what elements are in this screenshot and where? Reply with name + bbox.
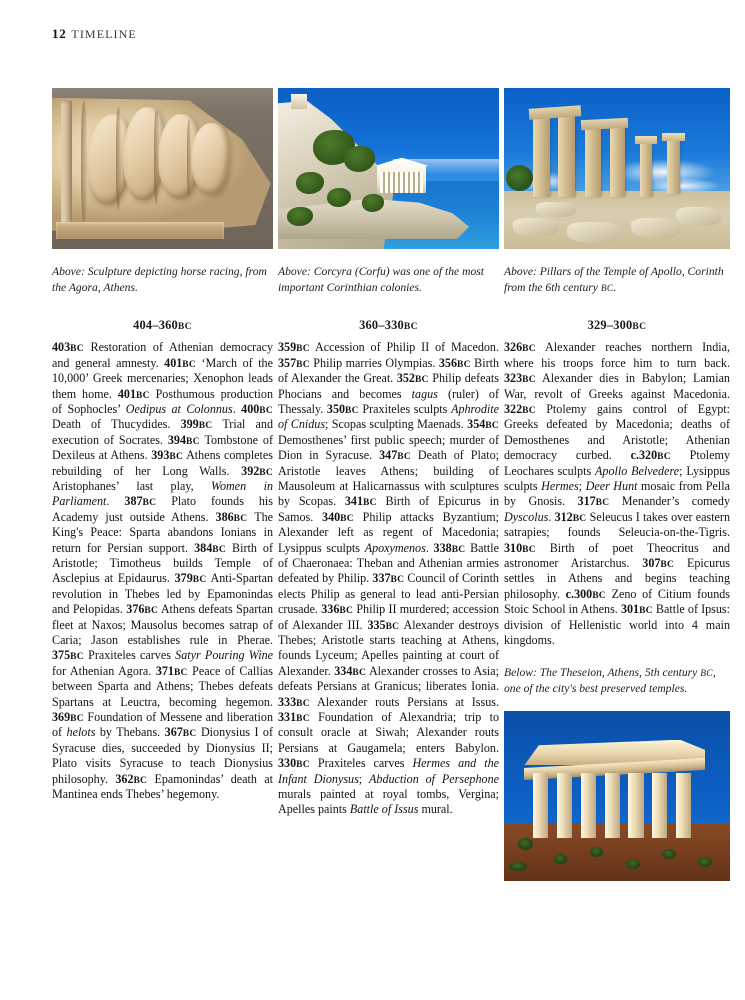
entry-era: BC xyxy=(522,344,536,355)
relief-plinth xyxy=(56,222,224,240)
timeline-entry: 386BC The King's Peace: Sparta abandons Ionians in return for Persian support. xyxy=(52,509,274,555)
entry-year: 333 xyxy=(278,694,297,709)
entry-era: BC xyxy=(186,436,200,447)
apollo-rubble xyxy=(567,222,621,243)
caption-theseion-era: BC xyxy=(700,669,713,680)
figure-corfu xyxy=(278,88,499,295)
entry-year: 323 xyxy=(504,371,523,386)
timeline-entry: 399BC Trial and execution of Socrates. xyxy=(52,417,274,447)
entry-era: BC xyxy=(345,405,359,416)
entry-title-italic: Aphrodite of Cnidus xyxy=(278,401,499,432)
entry-title-italic: Oedipus at Colonnus xyxy=(125,401,233,416)
theseion-column xyxy=(628,773,643,838)
apollo-column xyxy=(640,143,652,198)
timeline-entry: c.320BC Ptolemy Leochares sculpts Apollo Belvedere; Lysippus sculpts Hermes; Deer Hunt mosaic from Pella by Gnosis. xyxy=(504,448,730,509)
entry-era: BC xyxy=(522,405,536,416)
entry-era: BC xyxy=(182,729,197,740)
entry-year: 317 xyxy=(577,494,596,509)
timeline-entry: 369BC Foundation of Messene and liberation of helots by Thebans. xyxy=(52,710,273,740)
timeline-entry: 357BC Philip marries Olympias. xyxy=(278,355,436,370)
timeline-entry: 350BC Praxiteles sculpts Aphrodite of Cnidus; Scopas sculpting Maenads. xyxy=(278,401,499,432)
range-era: BC xyxy=(403,321,418,333)
timeline-entry: 354BC Demosthenes’ first public speech; murder of Dion in Syracuse. xyxy=(278,417,499,463)
entry-title-italic: Hermes and the Infant Dionysus xyxy=(278,756,499,786)
entry-year: 354 xyxy=(467,417,486,432)
entry-year: 401 xyxy=(117,386,136,401)
entry-year: c.300 xyxy=(565,586,593,601)
entry-era: BC xyxy=(142,498,157,509)
entry-title-italic: Apollo Belvedere xyxy=(595,463,680,478)
entry-year: 394 xyxy=(167,432,187,447)
timeline-entry: 335BC Alexander destroys Thebes; Aristotle starts teaching at Athens, founds Lyceum; Apelles painting at court of Alexander. xyxy=(278,617,499,678)
entry-year: 392 xyxy=(241,463,260,478)
entry-year: 379 xyxy=(174,571,193,586)
entry-era: BC xyxy=(522,375,536,386)
photo-theseion-athens xyxy=(504,711,730,881)
entry-era: BC xyxy=(397,452,411,463)
entry-year: 310 xyxy=(504,540,523,555)
theseion-column xyxy=(533,773,548,838)
entry-year: 330 xyxy=(278,756,297,771)
theseion-shrub xyxy=(698,857,712,867)
timeline-entry: 341BC Birth of Epicurus in Samos. xyxy=(278,494,500,524)
figure-relief xyxy=(52,88,273,295)
entry-year: 359 xyxy=(278,340,297,355)
entry-era: BC xyxy=(352,667,367,678)
entry-year: 337 xyxy=(372,571,391,586)
entry-title-italic: helots xyxy=(66,725,96,740)
range-era: BC xyxy=(632,321,647,333)
page-folio-number: 12 xyxy=(52,26,67,41)
entry-era: BC xyxy=(660,560,675,571)
entry-year: 369 xyxy=(52,710,71,725)
caption-theseion-part1: Below: The Theseion, Athens, 5th century xyxy=(504,666,701,680)
entry-year: 401 xyxy=(164,355,183,370)
timeline-entry: 301BC Battle of Ipsus: division of Hellenistic world into 4 main kingdoms. xyxy=(504,602,730,648)
entry-era: BC xyxy=(233,513,248,524)
timeline-entry: 376BC Athens defeats Spartan fleet at Naxos; Mausolus becomes satrap of Caria; Jason establishes rule in Pherae. xyxy=(52,602,273,647)
photo-horse-racing-relief xyxy=(52,88,273,249)
theseion-shrub xyxy=(509,862,527,871)
theseion-column xyxy=(557,773,572,838)
timeline-entry: 387BC Plato founds his Academy just outside Athens. xyxy=(52,494,273,524)
timeline-entry: 394BC Tombstone of Dexileus at Athens. xyxy=(52,432,274,463)
photo-temple-of-apollo-corinth xyxy=(504,88,730,249)
timeline-entry: 317BC Menander’s comedy Dyscolus. xyxy=(504,494,730,524)
entry-era: BC xyxy=(456,359,471,370)
entry-year: 386 xyxy=(215,509,234,524)
column-heading-329-300 xyxy=(504,318,730,333)
timeline-entry: 312BC Seleucus I takes over eastern satrapies; founds Seleucia-on-the-Tigris. xyxy=(504,509,730,540)
entry-era: BC xyxy=(173,667,188,678)
timeline-entry: 401BC ‘March of the 10,000’ Greek mercenaries; Xenophon leads them home. xyxy=(52,355,273,401)
entry-year: 384 xyxy=(194,540,213,555)
entry-era: BC xyxy=(135,390,150,401)
timeline-entry: 330BC Praxiteles carves Hermes and the Infant Dionysus; Abduction of Persephone murals painted at royal tombs, Vergina; Apelles paints Battle of Issus mural. xyxy=(278,756,499,817)
relief-groove xyxy=(154,111,159,204)
timeline-entry: 310BC Birth of poet Theocritus and astronomer Aristarchus. xyxy=(504,540,730,571)
range-numbers: 329–300 xyxy=(587,318,633,333)
entry-year: 350 xyxy=(326,401,346,416)
apollo-rubble xyxy=(676,207,721,226)
column-heading-404-360 xyxy=(52,318,273,333)
timeline-entry: 333BC Alexander routs Persians at Issus. xyxy=(278,694,499,709)
entry-era: BC xyxy=(390,575,405,586)
range-era: BC xyxy=(177,321,192,333)
entry-year: 371 xyxy=(155,663,174,678)
entry-era: BC xyxy=(296,359,310,370)
range-numbers: 360–330 xyxy=(359,318,404,333)
entry-era: BC xyxy=(182,359,196,370)
timeline-entry: 375BC Praxiteles carves Satyr Pouring Wine for Athenian Agora. xyxy=(52,648,273,678)
entry-year: 393 xyxy=(151,448,170,463)
timeline-entry: 331BC Foundation of Alexandria; trip to consult oracle at Siwah; Alexander routs Persians at Gaugamela; enters Babylon. xyxy=(278,710,499,755)
timeline-entry: 379BC Anti-Spartan revolution in Thebes led by Epamonindas and Pelopidas. xyxy=(52,571,273,617)
running-head-title: TIMELINE xyxy=(71,27,137,41)
entry-era: BC xyxy=(296,698,310,709)
entry-era: BC xyxy=(595,498,610,509)
entry-year: 322 xyxy=(504,401,523,416)
caption-corfu: Above: Corcyra (Corfu) was one of the most important Corinthian colonies. xyxy=(278,265,484,294)
timeline-entry: 401BC Posthumous production of Sophocles’ Oedipus at Colonnus. xyxy=(52,386,273,416)
timeline-entry: 403BC Restoration of Athenian democracy and general amnesty. xyxy=(52,340,273,370)
corfu-temple-columns xyxy=(380,172,423,192)
theseion-shrub xyxy=(554,854,568,864)
entry-year: 356 xyxy=(438,355,457,370)
entry-title-italic: Women in Parliament xyxy=(52,478,274,509)
timeline-entry: 352BC Philip defeats Phocians and becomes tagus (ruler) of Thessaly. xyxy=(278,371,499,416)
entry-list-329-300 xyxy=(504,340,730,648)
entry-era: BC xyxy=(70,714,84,725)
entry-era: BC xyxy=(169,452,184,463)
entry-era: BC xyxy=(133,775,148,786)
apollo-rubble xyxy=(513,218,558,236)
entry-era: BC xyxy=(385,621,400,632)
theseion-column xyxy=(581,773,596,838)
entry-year: 347 xyxy=(379,448,398,463)
entry-year: 352 xyxy=(396,371,415,386)
entry-era: BC xyxy=(192,575,207,586)
timeline-entry: 347BC Death of Plato; Aristotle leaves Athens; building of Mausoleum at Halicarnassus with sculptures by Scopas. xyxy=(278,448,499,509)
timeline-entry: 338BC Battle of Chaeronaea: Theban and Athenian armies defeated by Philip. xyxy=(278,540,499,586)
timeline-entry: 323BC Alexander dies in Babylon; Lamian War, revolt of Greeks against Macedonia. xyxy=(504,371,730,401)
timeline-entry: 362BC Epamonindas’ death at Mantinea ends Thebes’ hegemony. xyxy=(52,771,273,802)
relief-groove xyxy=(187,120,191,197)
timeline-entry: 393BC Athens completes rebuilding of her Long Walls. xyxy=(52,448,273,478)
entry-year: 376 xyxy=(126,602,145,617)
entry-year: 400 xyxy=(241,401,260,416)
caption-apollo-part2: . xyxy=(613,280,617,294)
entry-era: BC xyxy=(144,606,159,617)
running-head xyxy=(52,26,137,42)
entry-era: BC xyxy=(572,513,587,524)
corfu-citadel-tower xyxy=(291,94,306,108)
theseion-temple xyxy=(524,740,705,839)
column-329-300 xyxy=(504,88,730,881)
timeline-entry: 307BC Epicurus settles in Athens and begins teaching philosophy. xyxy=(504,556,730,601)
caption-relief: Above: Sculpture depicting horse racing, from the Agora, Athens. xyxy=(52,265,267,294)
entry-era: BC xyxy=(70,652,84,663)
entry-era: BC xyxy=(485,421,499,432)
theseion-column xyxy=(652,773,667,838)
entry-era: BC xyxy=(259,405,273,416)
entry-year: 375 xyxy=(52,648,71,663)
range-numbers: 404–360 xyxy=(133,318,178,333)
entry-era: BC xyxy=(296,714,310,725)
timeline-entry: 356BC Birth of Alexander the Great. xyxy=(278,355,500,386)
entry-year: 334 xyxy=(334,663,353,678)
entry-era: BC xyxy=(198,421,213,432)
entry-year: 399 xyxy=(180,417,199,432)
entry-era: BC xyxy=(296,344,310,355)
entry-era: BC xyxy=(592,590,606,601)
entry-title-italic: Satyr Pouring Wine xyxy=(175,648,273,663)
entry-era: BC xyxy=(363,498,377,509)
entry-era: BC xyxy=(657,452,671,463)
apollo-column xyxy=(610,127,625,198)
column-360-330 xyxy=(278,88,499,818)
timeline-entry: 384BC Birth of Aristotle; Timotheus builds Temple of Asclepius at Epidaurus. xyxy=(52,540,274,586)
theseion-column xyxy=(605,773,620,838)
theseion-column xyxy=(676,773,691,838)
apollo-column xyxy=(533,117,550,198)
caption-apollo xyxy=(504,264,730,295)
entry-year: 340 xyxy=(322,509,341,524)
column-404-360 xyxy=(52,88,273,802)
entry-year: 357 xyxy=(278,355,297,370)
entry-title-italic: Hermes xyxy=(541,478,579,493)
apollo-rubble xyxy=(536,202,577,216)
relief-groove xyxy=(81,101,88,223)
timeline-entry: 371BC Peace of Callias between Sparta and Athens; Thebes defeats Spartans at Leuctra, becoming hegemon. xyxy=(52,663,274,709)
caption-apollo-part1: Above: Pillars of the Temple of Apollo, Corinth from the 6th century xyxy=(504,265,724,294)
column-heading-360-330 xyxy=(278,318,499,333)
entry-title-italic: Battle of Issus xyxy=(349,802,419,817)
entry-list-360-330 xyxy=(278,340,499,818)
entry-year: 312 xyxy=(554,509,573,524)
timeline-entry: 392BC Aristophanes’ last play, Women in Parliament. xyxy=(52,463,274,509)
entry-year: c.320 xyxy=(630,448,658,463)
entry-era: BC xyxy=(451,544,466,555)
entry-title-italic: tagus xyxy=(411,386,438,401)
corfu-temple xyxy=(377,165,426,192)
entry-year: 331 xyxy=(278,710,297,725)
apollo-column xyxy=(585,123,601,197)
entry-year: 387 xyxy=(124,494,143,509)
entry-year: 326 xyxy=(504,340,523,355)
theseion-shrub xyxy=(662,849,676,859)
entry-title-italic: Abduction of Persephone xyxy=(369,771,499,786)
entry-era: BC xyxy=(70,344,84,355)
timeline-entry: 340BC Philip attacks Byzantium; Alexander left as regent of Macedonia; Lysippus sculpts Apoxymenos. xyxy=(278,509,500,555)
timeline-entry: 334BC Alexander crosses to Asia; defeats Persians at Granicus; liberates Ionia. xyxy=(278,663,500,694)
caption-theseion xyxy=(504,665,730,696)
apollo-capital xyxy=(635,136,656,144)
entry-year: 335 xyxy=(367,617,386,632)
entry-era: BC xyxy=(259,467,273,478)
apollo-architrave xyxy=(581,117,629,129)
entry-era: BC xyxy=(639,606,653,617)
timeline-entry: 336BC Philip II murdered; accession of Alexander III. xyxy=(278,602,500,632)
entry-era: BC xyxy=(414,375,429,386)
timeline-entry: 367BC Dionysius I of Syracuse dies, succeeded by Dionysius II; Plato visits Syracuse to teach Dionysius philosophy. xyxy=(52,725,273,786)
apollo-rubble xyxy=(631,218,681,237)
entry-year: 341 xyxy=(344,494,364,509)
theseion-colonnade xyxy=(530,773,700,838)
timeline-entry: 322BC Ptolemy gains control of Egypt: Greeks defeated by Macedonia; deaths of Demosthenes and Aristotle; Athenian democracy curbed. xyxy=(504,401,731,463)
caption-theseion-part2: , one of the city's best preserved temples. xyxy=(504,666,716,696)
theseion-shrub xyxy=(626,859,640,869)
entry-year: 307 xyxy=(642,556,661,571)
figure-apollo xyxy=(504,88,730,295)
apollo-column xyxy=(667,140,681,195)
timeline-entry: 400BC Death of Thucydides. xyxy=(52,401,273,432)
timeline-entry: c.300BC Zeno of Citium founds Stoic School in Athens. xyxy=(504,586,731,617)
timeline-entry: 359BC Accession of Philip II of Macedon. xyxy=(278,340,499,355)
entry-title-italic: Dyscolus xyxy=(504,509,549,524)
entry-era: BC xyxy=(212,544,226,555)
entry-year: 336 xyxy=(321,602,340,617)
entry-list-404-360 xyxy=(52,340,273,802)
entry-title-italic: Deer Hunt xyxy=(585,478,638,493)
apollo-column xyxy=(558,114,575,198)
entry-era: BC xyxy=(296,760,310,771)
entry-year: 367 xyxy=(164,725,183,740)
caption-apollo-era: BC xyxy=(600,283,614,294)
entry-era: BC xyxy=(339,606,354,617)
entry-year: 301 xyxy=(620,602,640,617)
entry-era: BC xyxy=(522,544,536,555)
entry-year: 362 xyxy=(115,771,134,786)
entry-year: 338 xyxy=(433,540,452,555)
timeline-entry: 326BC Alexander reaches northern India, where his troops force him to turn back. xyxy=(504,340,731,370)
entry-title-italic: Apoxymenos xyxy=(364,540,426,555)
relief-edge xyxy=(61,101,72,236)
apollo-capital xyxy=(662,133,685,141)
timeline-entry: 337BC Council of Corinth elects Philip as general to lead anti-Persian crusade. xyxy=(278,571,499,617)
entry-era: BC xyxy=(340,513,354,524)
entry-year: 403 xyxy=(52,340,71,355)
photo-corcyra-corfu xyxy=(278,88,499,249)
